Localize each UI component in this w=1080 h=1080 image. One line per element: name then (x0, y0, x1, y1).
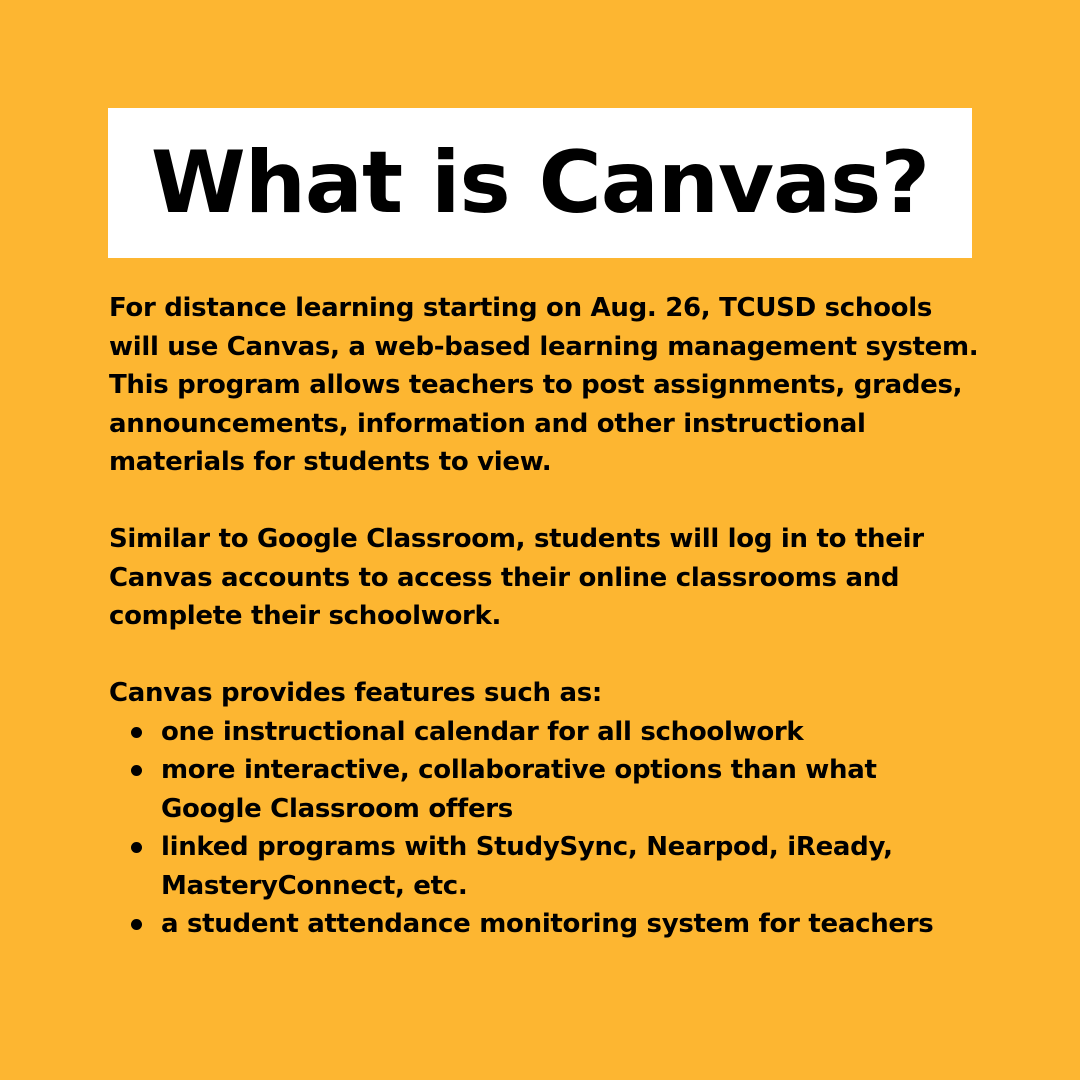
feature-item-calendar: one instructional calendar for all schoolwork (161, 713, 981, 752)
feature-item-attendance-monitoring: a student attendance monitoring system for teachers (161, 905, 981, 944)
features-intro: Canvas provides features such as: (109, 678, 602, 708)
title-banner (108, 108, 972, 258)
comparison-paragraph: Similar to Google Classroom, students will log in to their Canvas accounts to access their online classrooms and complete their schoolwork. (109, 524, 924, 631)
body-text (109, 289, 981, 944)
intro-paragraph: For distance learning starting on Aug. 26, TCUSD schools will use Canvas, a web-based learning management system. This program allows teachers to post assignments, grades, announcements, information and other instructional materials for students to view. (109, 293, 979, 477)
features-list (109, 713, 981, 944)
feature-item-interactive-options: more interactive, collaborative options than what Google Classroom offers (161, 751, 981, 828)
feature-item-linked-programs: linked programs with StudySync, Nearpod, iReady, MasteryConnect, etc. (161, 828, 981, 905)
page-title: What is Canvas? (150, 133, 930, 233)
